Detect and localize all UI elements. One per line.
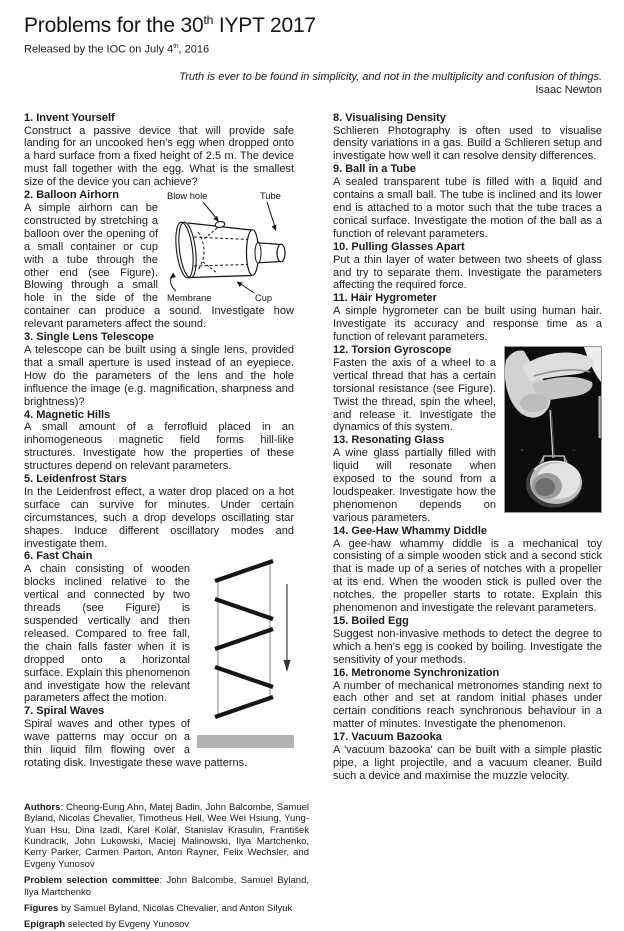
svg-text:Tube: Tube bbox=[260, 191, 281, 202]
problem-body: A simple airhorn can be constructed by stretching a balloon over the opening of a small container or cup with a tube through the other end (see Figure). Blowing through a small hole in the side of the container can produce a sound. Investigate how relevant parameters affect the sound. bbox=[24, 202, 294, 331]
release-subtitle: Released by the IOC on July 4th, 2016 bbox=[24, 43, 210, 56]
problem-title: 6. Fast Chain bbox=[24, 550, 93, 563]
problem-title: 9. Ball in a Tube bbox=[333, 163, 416, 176]
surface-bar bbox=[197, 735, 294, 748]
problem-title: 10. Pulling Glasses Apart bbox=[333, 240, 465, 253]
problem-6 bbox=[24, 550, 294, 705]
problem-title: 3. Single Lens Telescope bbox=[24, 331, 155, 344]
problem-title: 16. Metronome Synchronization bbox=[333, 666, 500, 679]
svg-text:Cup: Cup bbox=[255, 293, 273, 304]
problem-4 bbox=[24, 409, 294, 474]
problem-title: 1. Invent Yourself bbox=[24, 111, 115, 124]
problem-12 bbox=[333, 344, 602, 434]
credits-block bbox=[24, 802, 309, 931]
left-column bbox=[24, 112, 294, 783]
problem-5 bbox=[24, 473, 294, 550]
problem-title: 12. Torsion Gyroscope bbox=[333, 343, 452, 356]
torsion-gyroscope-photo-icon bbox=[504, 346, 602, 513]
problem-title: 17. Vacuum Bazooka bbox=[333, 731, 442, 744]
problem-title: 7. Spiral Waves bbox=[24, 705, 105, 718]
problem-body: Suggest non-invasive methods to detect the degree to which a hen's egg is cooked by boiling. Investigate the sensitivity of your methods. bbox=[333, 627, 602, 666]
problem-body: A 'vacuum bazooka' can be built with a simple plastic pipe, a light projectile, and a vacuum cleaner. Build such a device and maximise the muzzle velocity. bbox=[333, 744, 602, 782]
problem-title: 11. Hair Hygrometer bbox=[333, 292, 437, 305]
problem-11 bbox=[333, 292, 602, 344]
problem-8 bbox=[333, 112, 602, 164]
epigraph-block bbox=[24, 71, 602, 97]
problem-title: 14. Gee-Haw Whammy Diddle bbox=[333, 524, 488, 537]
problem-title: 15. Boiled Egg bbox=[333, 615, 409, 627]
problem-10 bbox=[333, 241, 602, 293]
problem-17 bbox=[333, 731, 602, 783]
problem-body: Fasten the axis of a wheel to a vertical thread that has a certain torsional resistance (see Figure). Twist the thread, spin the wheel, and release it. Investigate the dynamics of this system. bbox=[333, 356, 496, 434]
problem-16 bbox=[333, 667, 602, 732]
problem-body: A number of mechanical metronomes standing next to each other and set at random initial phases under certain conditions reach synchronous behaviour in a matter of minutes. Investigate the phenomenon. bbox=[333, 679, 602, 731]
figures-note: Figures by Samuel Byland, Nicolas Chevalier, and Anton Silyuk bbox=[24, 903, 293, 915]
subtitle-superscript: th bbox=[173, 43, 179, 50]
problem-14 bbox=[333, 525, 602, 615]
problem-title: 13. Resonating Glass bbox=[333, 434, 445, 447]
problem-3 bbox=[24, 331, 294, 408]
problem-body: Construct a passive device that will provide safe landing for an uncooked hen's egg when dropped onto a hard surface from a fixed height of 2.5 m. The device must fall together with the egg. What is the smallest size of the device you can achieve? bbox=[24, 124, 294, 189]
problem-1 bbox=[24, 112, 294, 189]
problem-title: 2. Balloon Airhorn bbox=[24, 189, 119, 202]
problem-9 bbox=[333, 163, 602, 240]
right-column bbox=[333, 112, 602, 783]
problem-15 bbox=[333, 615, 602, 667]
problem-body: Put a thin layer of water between two sheets of glass and try to separate them. Investigate the parameters affecting the required force. bbox=[333, 253, 602, 292]
two-column-layout bbox=[24, 112, 602, 783]
svg-text:Blow hole: Blow hole bbox=[167, 191, 208, 202]
fast-chain-figure bbox=[197, 552, 294, 749]
fast-chain-diagram-icon bbox=[197, 552, 294, 749]
problem-body: A telescope can be built using a single lens, provided that a small aperture is used instead of an eyepiece. How do the parameters of the lens and the hole influence the image (e.g. magnification, sharpness and brightness)? bbox=[24, 343, 294, 408]
problem-body: Schlieren Photography is often used to visualise density variations in a gas. Build a Schlieren setup and investigate how well it can resolve density differences. bbox=[333, 124, 602, 163]
committee-note: Problem selection committee: John Balcombe, Samuel Byland, Ilya Martchenko bbox=[24, 875, 309, 898]
problem-body: A simple hygrometer can be built using human hair. Investigate its accuracy and response time as a function of relevant parameters. bbox=[333, 305, 602, 344]
problem-body: A wine glass partially filled with liquid will resonate when exposed to the sound from a loudspeaker. Investigate how the phenomenon depends on various parameters. bbox=[333, 447, 496, 524]
problem-body: In the Leidenfrost effect, a water drop placed on a hot surface can survive for minutes. Under certain circumstances, such a drop develops oscillating star shapes. Induce different oscillatory modes and investigate them. bbox=[24, 485, 294, 550]
problem-body: Spiral waves and other types of wave patterns may occur on a thin liquid film flowing over a rotating disk. Investigate these wave patterns. bbox=[24, 718, 248, 769]
problem-body: A gee-haw whammy diddle is a mechanical toy consisting of a simple wooden stick and a second stick that is made up of a series of notches with a propeller at its end. When the wooden stick is pulled over the notches, the propeller starts to rotate. Explain this phenomenon and investigate the relevant parameters. bbox=[333, 537, 602, 615]
problem-body: A chain consisting of wooden blocks inclined relative to the vertical and connected by two threads (see Figure) is suspended vertically and then released. Compared to free fall, the chain falls faster when it is dropped onto a horizontal surface. Explain this phenomenon and investigate how the relevant parameters affect the motion. bbox=[24, 563, 190, 705]
problem-body: A small amount of a ferrofluid placed in an inhomogeneous magnetic field forms hill-like structures. Investigate how the properties of these structures depend on relevant parameters. bbox=[24, 421, 294, 473]
problem-title: 4. Magnetic Hills bbox=[24, 408, 111, 421]
epigraph-quote: Truth is ever to be found in simplicity, and not in the multiplicity and confusion of things. bbox=[179, 70, 602, 83]
airhorn-diagram-icon bbox=[163, 190, 294, 303]
problem-title: 8. Visualising Density bbox=[333, 111, 446, 124]
page-title: Problems for the 30th IYPT 2017 bbox=[24, 13, 316, 37]
problem-title: 5. Leidenfrost Stars bbox=[24, 473, 127, 486]
svg-text:Membrane: Membrane bbox=[167, 293, 212, 304]
problem-body: A sealed transparent tube is filled with a liquid and contains a small ball. The tube is inclined and its lower end is attached to a motor such that the tube traces a conical surface. Investigate the motion of the ball as a function of relevant parameters. bbox=[333, 176, 602, 240]
epigraph-note: Epigraph selected by Evgeny Yunosov bbox=[24, 919, 190, 931]
authors-note: Authors: Cheong-Eung Ahn, Matej Badin, John Balcombe, Samuel Byland, Nicolas Chevalier, Timotheus Hell, Wee Wei Hsiung, Yung-Yuan Hsu, Dina Izadi, Karel Kolář, Stanislav Krasulin, František Kundracik, John Lukowski, Maciej Malinowski, Ilya Martchenko, Kerry Parker, Carmen Parton, Anton Rayner, Felix Wechsler, and Evgeny Yunosov bbox=[24, 801, 309, 870]
epigraph-attribution: Isaac Newton bbox=[535, 83, 602, 96]
gyroscope-photo bbox=[504, 346, 602, 513]
problem-2 bbox=[24, 189, 294, 331]
title-superscript: th bbox=[203, 13, 214, 27]
airhorn-figure bbox=[163, 190, 294, 303]
